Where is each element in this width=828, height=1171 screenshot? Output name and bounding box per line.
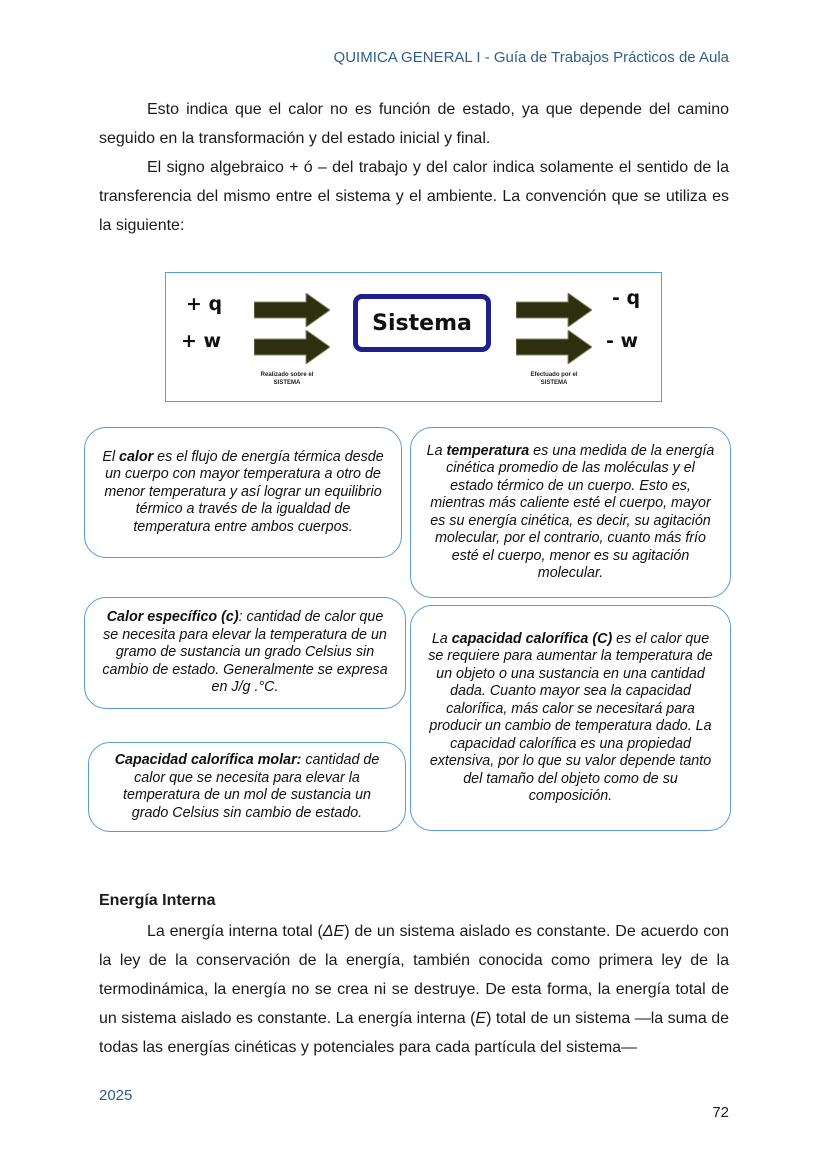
paragraph-text: ) de un sistema aislado es constante. De acuerdo con la ley de la conservación de la energía, también conocida como primera ley de la termodinámica, la energía no se crea ni se destruye. De esta forma, la energía total de un sistema aislado es constante. La energía interna ( [99, 923, 729, 1027]
system-label: Sistema [372, 310, 472, 336]
card-text-post: es el flujo de energía térmica desde un cuerpo con mayor temperatura a otro de menor temperatura y así lograr un equilibrio térmico a través de la igualdad de temperatura entre ambos cuerpos. [104, 448, 384, 535]
paragraph-text: El signo algebraico + ó – del trabajo y del calor indica solamente el sentido de la transferencia del mismo entre el sistema y el ambiente. La convención que se utiliza es la siguiente: [99, 159, 729, 234]
page-number: 72 [712, 1104, 729, 1121]
system-box [353, 294, 491, 352]
paragraph-internal-energy [99, 917, 729, 1062]
card-text-post: : cantidad de calor que se necesita para elevar la temperatura de un gramo de sustancia un grado Celsius sin cambio de estado. Generalmente se expresa en J/g .°C. [102, 609, 388, 696]
card-term: Capacidad calorífica molar: [114, 752, 302, 768]
definition-card-capacidad-molar [88, 742, 406, 832]
paragraph-text: Esto indica que el calor no es función de estado, ya que depende del camino seguido en la transformación y del estado inicial y final. [99, 101, 729, 147]
card-text-post: es el calor que se requiere para aumentar la temperatura de un objeto o una sustancia en una cantidad dada. Cuanto mayor sea la capacidad calorífica, más calor se necesitará para producir un cambio de temperatura dado. La capacidad calorífica es una propiedad extensiva, por lo que su valor depende tanto del tamaño del objeto como de su composición. [428, 630, 713, 804]
input-caption-line: Realizado sobre el [260, 372, 314, 378]
paragraph-heat-path [99, 95, 729, 153]
card-text [425, 631, 716, 806]
paragraph-sign-convention [99, 153, 729, 240]
output-caption-line: Efectuado por el [530, 372, 578, 378]
card-text-pre: El [102, 448, 120, 465]
card-text-pre: La [426, 442, 447, 459]
paragraph-text: La energía interna total ( [147, 923, 323, 940]
paragraph-text: ) total de un sistema —la suma de todas las energías cinéticas y potenciales para cada partícula del sistema— [99, 1010, 730, 1056]
arrow-right-icon [516, 330, 592, 364]
definition-card-capacidad-calorifica [410, 605, 731, 831]
input-caption [242, 371, 332, 387]
sign-convention-diagram [165, 272, 662, 402]
output-caption-line: SISTEMA [540, 380, 568, 386]
symbol-e: E [475, 1010, 487, 1027]
card-text-pre: La [431, 630, 452, 647]
card-text-post: cantidad de calor que se necesita para elevar la temperatura de un mol de sustancia un grado Celsius sin cambio de estado. [123, 752, 380, 821]
output-caption [509, 371, 599, 387]
card-term: Calor específico (c) [106, 609, 239, 626]
footer-year: 2025 [99, 1087, 133, 1104]
arrow-right-icon [254, 293, 330, 327]
card-term: calor [119, 448, 154, 465]
output-work-label: - w [606, 330, 639, 352]
symbol-delta-e: ΔE [322, 923, 345, 940]
arrow-right-icon [516, 293, 592, 327]
definition-card-calor-especifico [84, 597, 406, 709]
section-title: Energía Interna [99, 892, 216, 909]
definition-card-temperatura [410, 427, 731, 598]
card-text [103, 752, 391, 822]
card-term: capacidad calorífica (C) [451, 630, 613, 647]
input-caption-line: SISTEMA [273, 380, 301, 386]
page-header: QUIMICA GENERAL I - Guía de Trabajos Prácticos de Aula [333, 49, 729, 66]
output-heat-label: - q [612, 287, 641, 309]
card-term: temperatura [446, 442, 530, 459]
arrow-right-icon [254, 330, 330, 364]
card-text-post: es una medida de la energía cinética promedio de las moléculas y el estado térmico de un cuerpo. Esto es, mientras más caliente esté el cuerpo, mayor es su energía cinética, es decir, su agitación molecular, por el contrario, cuanto más frío esté el cuerpo, menor es su agitación molecular. [430, 442, 715, 581]
definition-card-calor [84, 427, 402, 558]
card-text [99, 449, 387, 537]
card-text [425, 443, 716, 583]
input-work-label: + w [181, 330, 222, 352]
input-heat-label: + q [186, 293, 223, 315]
card-text [99, 609, 391, 697]
